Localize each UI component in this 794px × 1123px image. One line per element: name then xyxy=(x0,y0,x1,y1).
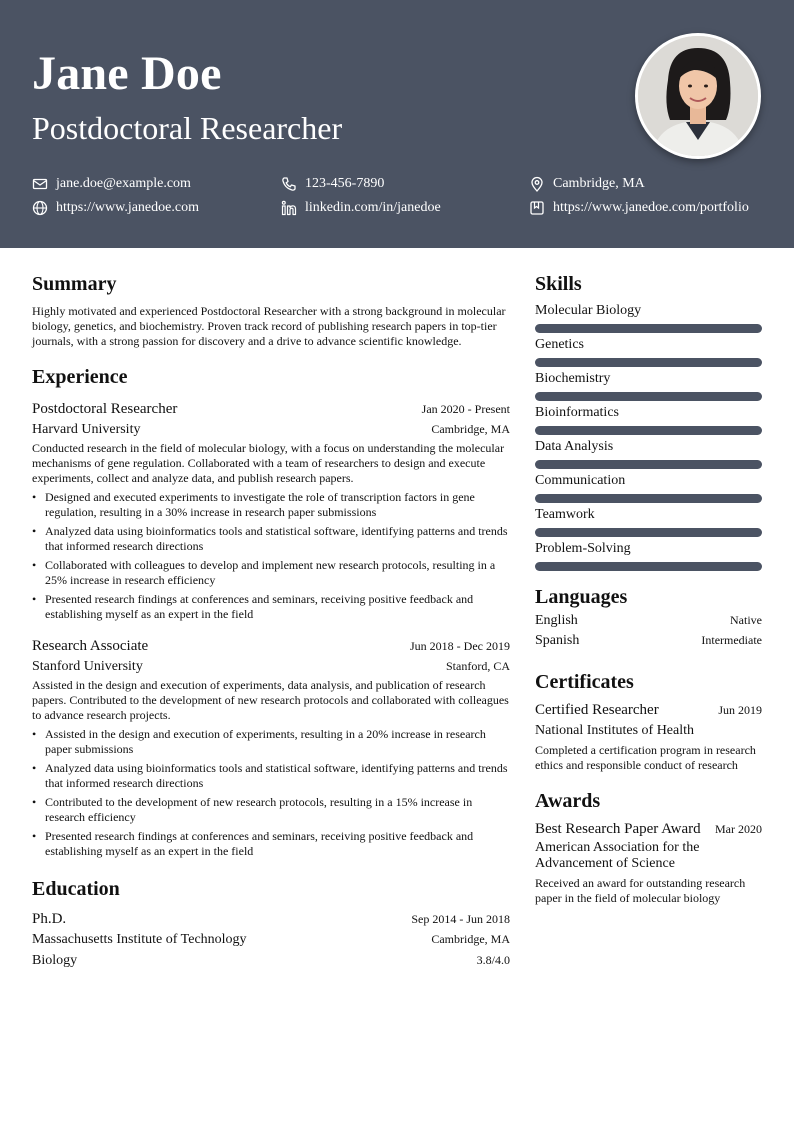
contact-email-text: jane.doe@example.com xyxy=(56,176,191,191)
job-bullet: • Analyzed data using bioinformatics tools and statistical software, identifying patterns and trends that informed research directions xyxy=(32,524,510,554)
job-bullet: • Designed and executed experiments to investigate the role of transcription factors in gene regulation, resulting in a 30% increase in research paper submissions xyxy=(32,490,510,520)
languages-section xyxy=(535,585,762,653)
skill-name: Molecular Biology xyxy=(535,303,642,318)
award-name: Best Research Paper Award xyxy=(535,821,701,837)
main-column xyxy=(32,272,510,971)
skill-bar xyxy=(535,460,762,469)
side-column xyxy=(535,272,762,906)
language-level: Native xyxy=(730,613,762,627)
job-location: Stanford, CA xyxy=(446,659,510,673)
certificate-issuer: National Institutes of Health xyxy=(535,723,695,738)
skill-bar xyxy=(535,358,762,367)
skill-bar xyxy=(535,494,762,503)
contact-location-text: Cambridge, MA xyxy=(553,176,645,191)
globe-icon xyxy=(32,200,48,216)
candidate-name: Jane Doe xyxy=(32,47,222,100)
skill-bar xyxy=(535,528,762,537)
portfolio-icon xyxy=(529,200,545,216)
job-description: Assisted in the design and execution of experiments, data analysis, and publication of research papers. Contributed to the development of new research protocols and collaborated with colleagues to advance research projects. xyxy=(32,678,509,722)
education-dates: Sep 2014 - Jun 2018 xyxy=(411,912,510,926)
skill-item xyxy=(535,370,762,401)
job-title: Research Associate xyxy=(32,638,149,654)
language-level: Intermediate xyxy=(701,633,762,647)
skill-item xyxy=(535,540,762,571)
skill-name: Biochemistry xyxy=(535,371,611,386)
location-pin-icon xyxy=(529,176,545,192)
awards-heading: Awards xyxy=(535,790,601,812)
skill-item xyxy=(535,506,762,537)
skill-name: Teamwork xyxy=(535,507,595,522)
field-of-study: Biology xyxy=(32,953,78,968)
experience-item xyxy=(32,636,510,859)
job-bullet: • Assisted in the design and execution of experiments, resulting in a 20% increase in research paper submissions xyxy=(32,727,510,757)
skill-item xyxy=(535,302,762,333)
education-section xyxy=(32,877,510,971)
job-description: Conducted research in the field of molecular biology, with a focus on understanding the molecular mechanisms of gene regulation. Collaborated with a team of researchers to design and execute experiments, collect and analyze data, and publish research papers. xyxy=(32,441,505,485)
award-issuer: American Association for the Advancement of Science xyxy=(535,840,700,871)
profile-photo-illustration xyxy=(638,36,758,156)
languages-heading: Languages xyxy=(535,586,628,608)
skill-name: Bioinformatics xyxy=(535,405,619,420)
language-item xyxy=(535,633,762,653)
job-bullet: • Presented research findings at conferences and seminars, receiving positive feedback and establishing myself as an expert in the field xyxy=(32,592,510,622)
linkedin-icon xyxy=(281,200,297,216)
skill-bar xyxy=(535,562,762,571)
job-title: Postdoctoral Researcher xyxy=(32,401,178,417)
experience-item xyxy=(32,399,510,622)
skill-bar xyxy=(535,324,762,333)
job-bullet: • Analyzed data using bioinformatics tools and statistical software, identifying patterns and trends that informed research directions xyxy=(32,761,510,791)
skill-name: Data Analysis xyxy=(535,439,614,454)
job-bullet: • Contributed to the development of new research protocols, resulting in a 15% increase in research efficiency xyxy=(32,795,510,825)
skill-name: Genetics xyxy=(535,337,584,352)
skill-item xyxy=(535,472,762,503)
skills-section xyxy=(535,272,762,571)
candidate-title: Postdoctoral Researcher xyxy=(32,110,343,146)
resume-header xyxy=(0,0,794,248)
awards-section xyxy=(535,789,762,906)
job-dates: Jan 2020 - Present xyxy=(421,402,510,416)
skill-item xyxy=(535,404,762,435)
experience-heading: Experience xyxy=(32,366,128,388)
skill-bar xyxy=(535,392,762,401)
job-dates: Jun 2018 - Dec 2019 xyxy=(410,639,510,653)
skills-heading: Skills xyxy=(535,273,582,295)
degree: Ph.D. xyxy=(32,911,67,927)
phone-icon xyxy=(281,176,297,192)
summary-heading: Summary xyxy=(32,273,117,295)
skill-bar xyxy=(535,426,762,435)
skill-item xyxy=(535,336,762,367)
experience-section xyxy=(32,365,510,859)
job-bullet: • Collaborated with colleagues to develop and implement new research protocols, resulting in a 25% increase in research efficiency xyxy=(32,558,510,588)
job-organization: Harvard University xyxy=(32,422,141,437)
certificates-heading: Certificates xyxy=(535,671,634,693)
gpa: 3.8/4.0 xyxy=(476,953,510,967)
skill-name: Communication xyxy=(535,473,626,488)
skills-list xyxy=(535,302,762,571)
language-item xyxy=(535,613,762,633)
language-name: Spanish xyxy=(535,633,580,648)
language-name: English xyxy=(535,613,578,628)
certificate-name: Certified Researcher xyxy=(535,702,659,718)
certificate-description: Completed a certification program in research ethics and responsible conduct of research xyxy=(535,743,756,772)
school-location: Cambridge, MA xyxy=(431,932,510,946)
certificates-section xyxy=(535,670,762,773)
job-bullets xyxy=(32,727,510,859)
education-heading: Education xyxy=(32,878,120,900)
award-date: Mar 2020 xyxy=(715,822,762,836)
school: Massachusetts Institute of Technology xyxy=(32,932,247,947)
certificate-date: Jun 2019 xyxy=(718,703,762,717)
award-description: Received an award for outstanding research paper in the field of molecular biology xyxy=(535,876,746,905)
summary-text: Highly motivated and experienced Postdoctoral Researcher with a strong background in molecular biology, genetics, and biochemistry. Proven track record of publishing research papers in top-tier journals, with a strong passion for discovery and a drive to advance scientific knowledge. xyxy=(32,304,506,348)
skill-item xyxy=(535,438,762,469)
job-location: Cambridge, MA xyxy=(431,422,510,436)
job-bullets xyxy=(32,490,510,622)
contact-phone-text: 123-456-7890 xyxy=(305,176,385,191)
contact-portfolio-text: https://www.janedoe.com/portfolio xyxy=(553,200,749,215)
mail-icon xyxy=(32,176,48,192)
job-bullet: • Presented research findings at conferences and seminars, receiving positive feedback and establishing myself as an expert in the field xyxy=(32,829,510,859)
contact-website-text: https://www.janedoe.com xyxy=(56,200,199,215)
contact-linkedin-text: linkedin.com/in/janedoe xyxy=(305,200,441,215)
summary-section xyxy=(32,272,510,349)
skill-name: Problem-Solving xyxy=(535,541,631,556)
job-organization: Stanford University xyxy=(32,659,143,674)
profile-photo xyxy=(635,33,761,159)
